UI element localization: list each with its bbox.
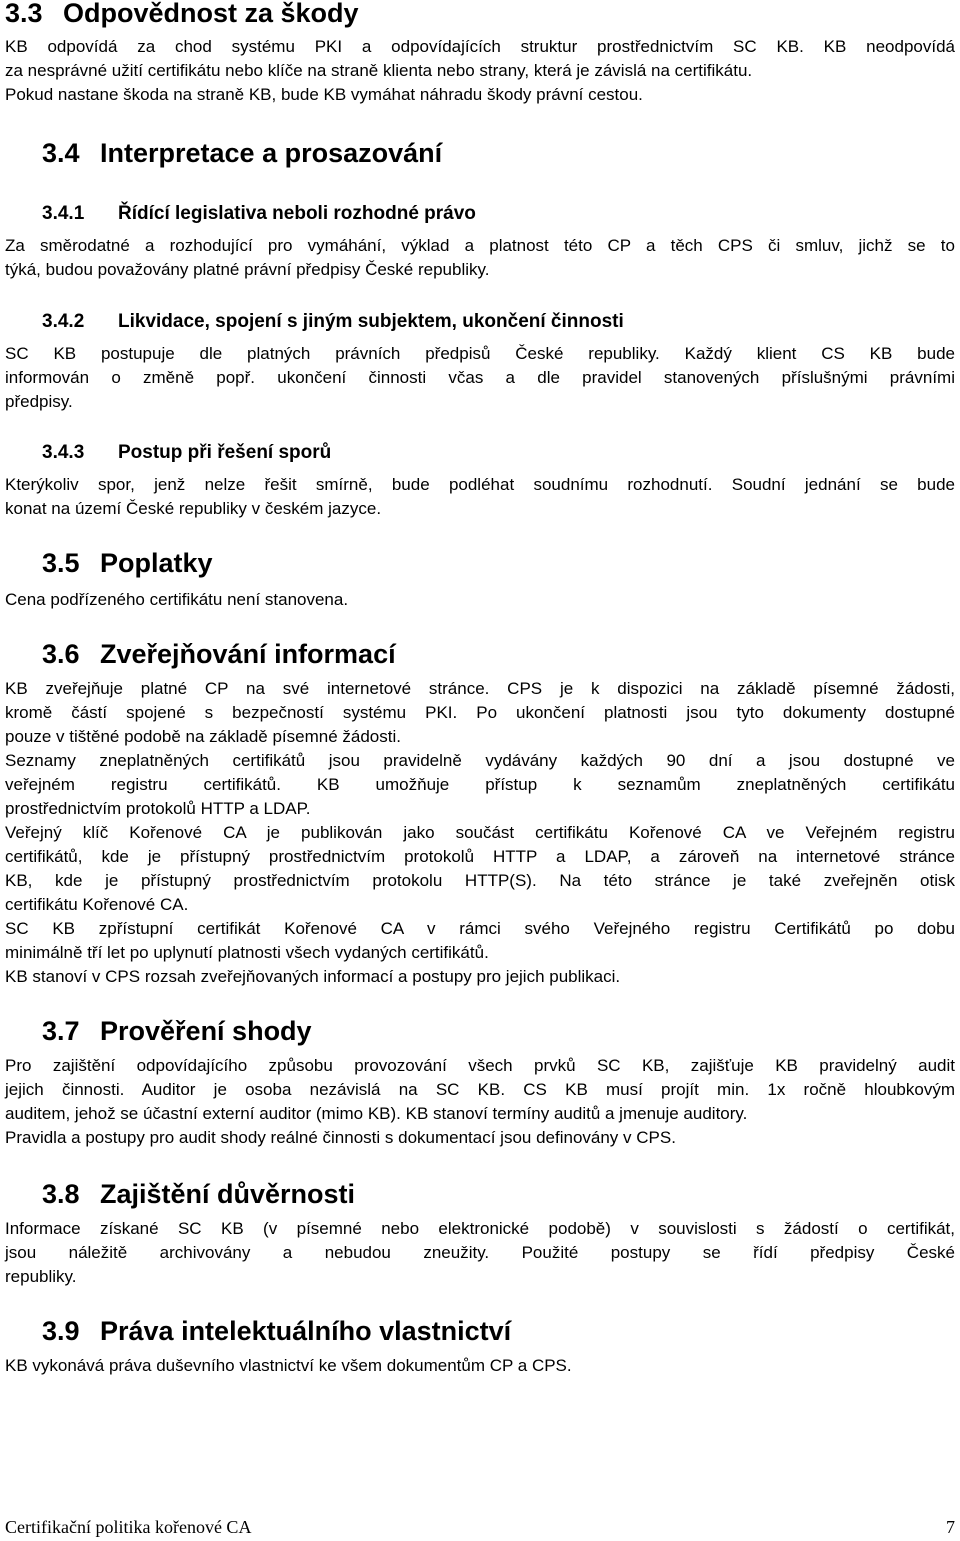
text-line: KB stanoví v CPS rozsah zveřejňovaných informací a postupy pro jejich publikaci. [5, 967, 621, 986]
section-title: Řídící legislativa neboli rozhodné právo [118, 203, 476, 224]
section-title: Odpovědnost za škody [63, 0, 359, 28]
text-line: auditem, jehož se účastní externí auditor (mimo KB). KB stanoví termíny auditů a jmenuje auditory. [5, 1104, 748, 1123]
section-heading-3-7 [42, 1016, 960, 1046]
section-heading-3-4 [42, 138, 960, 168]
section-title: Interpretace a prosazování [100, 138, 443, 168]
section-number: 3.5 [42, 548, 80, 578]
page-footer [5, 1516, 955, 1538]
text-line: KB vykonává práva duševního vlastnictví ke všem dokumentům CP a CPS. [5, 1356, 572, 1375]
section-number: 3.4 [42, 138, 80, 168]
section-number: 3.9 [42, 1316, 80, 1346]
section-heading-3-5 [42, 548, 960, 578]
text-line: Seznamy zneplatněných certifikátů jsou pravidelně vydávány každých 90 dní a jsou dostupné ve [5, 751, 955, 770]
text-line: Kterýkoliv spor, jenž nelze řešit smírně, bude podléhat soudnímu rozhodnutí. Soudní jednání se bude [5, 475, 955, 494]
paragraph-3-4-1 [5, 234, 955, 282]
text-line: republiky. [5, 1267, 77, 1286]
text-line: pouze v tištěné podobě na základě písemné žádosti. [5, 727, 401, 746]
text-line: certifikátu Kořenové CA. [5, 895, 189, 914]
section-title: Likvidace, spojení s jiným subjektem, ukončení činnosti [118, 311, 624, 332]
text-line: veřejném registru certifikátů. KB umožňuje přístup k seznamům zneplatněných certifikátu [5, 775, 955, 794]
section-heading-3-3 [5, 0, 955, 28]
text-line: Za směrodatné a rozhodující pro vymáhání, výklad a platnost této CP a těch CPS či smluv, jichž se to [5, 236, 955, 255]
text-line: Veřejný klíč Kořenové CA je publikován jako součást certifikátu Kořenové CA ve Veřejném registru [5, 823, 955, 842]
text-line: Pokud nastane škoda na straně KB, bude KB vymáhat náhradu škody právní cestou. [5, 85, 643, 104]
section-heading-3-8 [42, 1179, 960, 1209]
paragraph-3-9 [5, 1354, 955, 1378]
section-number: 3.4.3 [42, 442, 85, 463]
paragraph-3-5 [5, 588, 955, 612]
text-line: Pro zajištění odpovídajícího způsobu provozování všech prvků SC KB, zajišťuje KB pravidelný audit [5, 1056, 955, 1075]
paragraph-3-3 [5, 35, 955, 107]
text-line: týká, budou považovány platné právní předpisy České republiky. [5, 260, 490, 279]
paragraph-3-6 [5, 677, 955, 989]
paragraph-3-7 [5, 1054, 955, 1150]
text-line: Cena podřízeného certifikátu není stanovena. [5, 590, 349, 609]
text-line: certifikátů, kde je přístupný prostřednictvím protokolů HTTP a LDAP, a zároveň na internetové stránce [5, 847, 955, 866]
paragraph-3-4-3 [5, 473, 955, 521]
subsection-heading-3-4-3 [42, 441, 960, 465]
text-line: Pravidla a postupy pro audit shody reálné činnosti s dokumentací jsou definovány v CPS. [5, 1128, 676, 1147]
text-line: jsou náležitě archivovány a nebudou zneužity. Použité postupy se řídí předpisy České [5, 1243, 955, 1262]
section-number: 3.3 [5, 0, 43, 28]
section-title: Zajištění důvěrnosti [100, 1179, 356, 1209]
subsection-heading-3-4-2 [42, 310, 960, 334]
paragraph-3-8 [5, 1217, 955, 1289]
text-line: SC KB zpřístupní certifikát Kořenové CA v rámci svého Veřejného registru Certifikátů po dobu [5, 919, 955, 938]
text-line: předpisy. [5, 392, 73, 411]
text-line: SC KB postupuje dle platných právních předpisů České republiky. Každý klient CS KB bude [5, 344, 955, 363]
section-title: Prověření shody [100, 1016, 312, 1046]
page-number: 7 [946, 1517, 955, 1537]
section-title: Poplatky [100, 548, 213, 578]
text-line: Informace získané SC KB (v písemné nebo elektronické podobě) v souvislosti s žádostí o certifikát, [5, 1219, 955, 1238]
section-title: Postup při řešení sporů [118, 442, 332, 463]
text-line: informován o změně popř. ukončení činnosti včas a dle pravidel stanovených příslušnými právními [5, 368, 955, 387]
paragraph-3-4-2 [5, 342, 955, 414]
section-number: 3.7 [42, 1016, 80, 1046]
text-line: KB, kde je přístupný prostřednictvím protokolu HTTP(S). Na této stránce je také zveřejněn otisk [5, 871, 955, 890]
section-heading-3-9 [42, 1316, 960, 1346]
footer-document-title: Certifikační politika kořenové CA [5, 1517, 252, 1537]
section-heading-3-6 [42, 639, 960, 669]
section-number: 3.4.1 [42, 203, 85, 224]
text-line: kromě částí spojené s bezpečností systému PKI. Po ukončení platnosti jsou tyto dokumenty dostupné [5, 703, 955, 722]
text-line: prostřednictvím protokolů HTTP a LDAP. [5, 799, 311, 818]
text-line: konat na území České republiky v českém jazyce. [5, 499, 382, 518]
text-line: minimálně tří let po uplynutí platnosti všech vydaných certifikátů. [5, 943, 489, 962]
text-line: jejich činnosti. Auditor je osoba nezávislá na SC KB. CS KB musí projít min. 1x ročně hloubkovým [5, 1080, 955, 1099]
subsection-heading-3-4-1 [42, 202, 960, 226]
section-title: Práva intelektuálního vlastnictví [100, 1316, 512, 1346]
text-line: KB odpovídá za chod systému PKI a odpovídajících struktur prostřednictvím SC KB. KB neodpovídá [5, 37, 955, 56]
section-number: 3.8 [42, 1179, 80, 1209]
section-number: 3.4.2 [42, 311, 85, 332]
text-line: za nesprávné užití certifikátu nebo klíče na straně klienta nebo strany, která je závislá na certifikátu. [5, 61, 753, 80]
section-number: 3.6 [42, 639, 80, 669]
section-title: Zveřejňování informací [100, 639, 396, 669]
text-line: KB zveřejňuje platné CP na své internetové stránce. CPS je k dispozici na základě písemné žádosti, [5, 679, 955, 698]
